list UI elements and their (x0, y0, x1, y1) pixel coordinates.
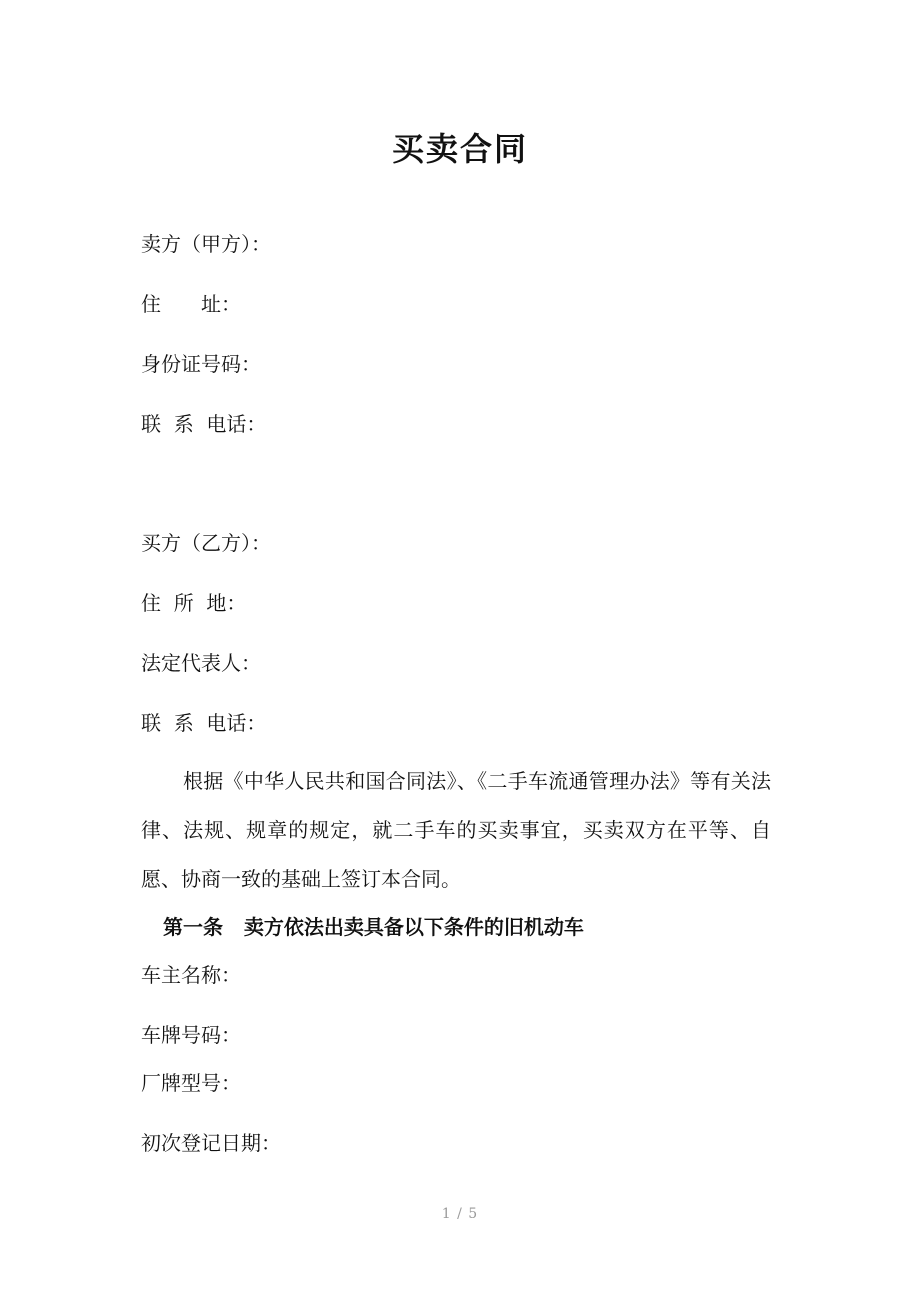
buyer-label: 买方（乙方）： (141, 531, 271, 555)
plate-number-label: 车牌号码： (141, 1023, 241, 1047)
owner-name-label: 车主名称： (141, 963, 241, 987)
buyer-address-label: 住 所 地： (141, 591, 247, 615)
seller-label: 卖方（甲方）： (141, 232, 271, 256)
first-registration-date-label: 初次登记日期： (141, 1131, 281, 1155)
seller-phone-label: 联 系 电话： (141, 412, 267, 436)
buyer-legal-rep-label: 法定代表人： (141, 651, 261, 675)
buyer-phone-label: 联 系 电话： (141, 711, 267, 735)
seller-id-number-label: 身份证号码： (141, 352, 261, 376)
seller-address-label: 住 址： (141, 292, 241, 316)
preamble-paragraph: 根据《中华人民共和国合同法》、《二手车流通管理办法》等有关法律、法规、规章的规定，就二手车的买卖事宜，买卖双方在平等、自愿、协商一致的基础上签订本合同。 (141, 769, 771, 891)
document-title: 买卖合同 (391, 130, 528, 168)
brand-model-label: 厂牌型号： (141, 1071, 241, 1095)
article-1-heading: 第一条 卖方依法出卖具备以下条件的旧机动车 (163, 915, 584, 939)
page-indicator: 1 / 5 (441, 1206, 479, 1222)
